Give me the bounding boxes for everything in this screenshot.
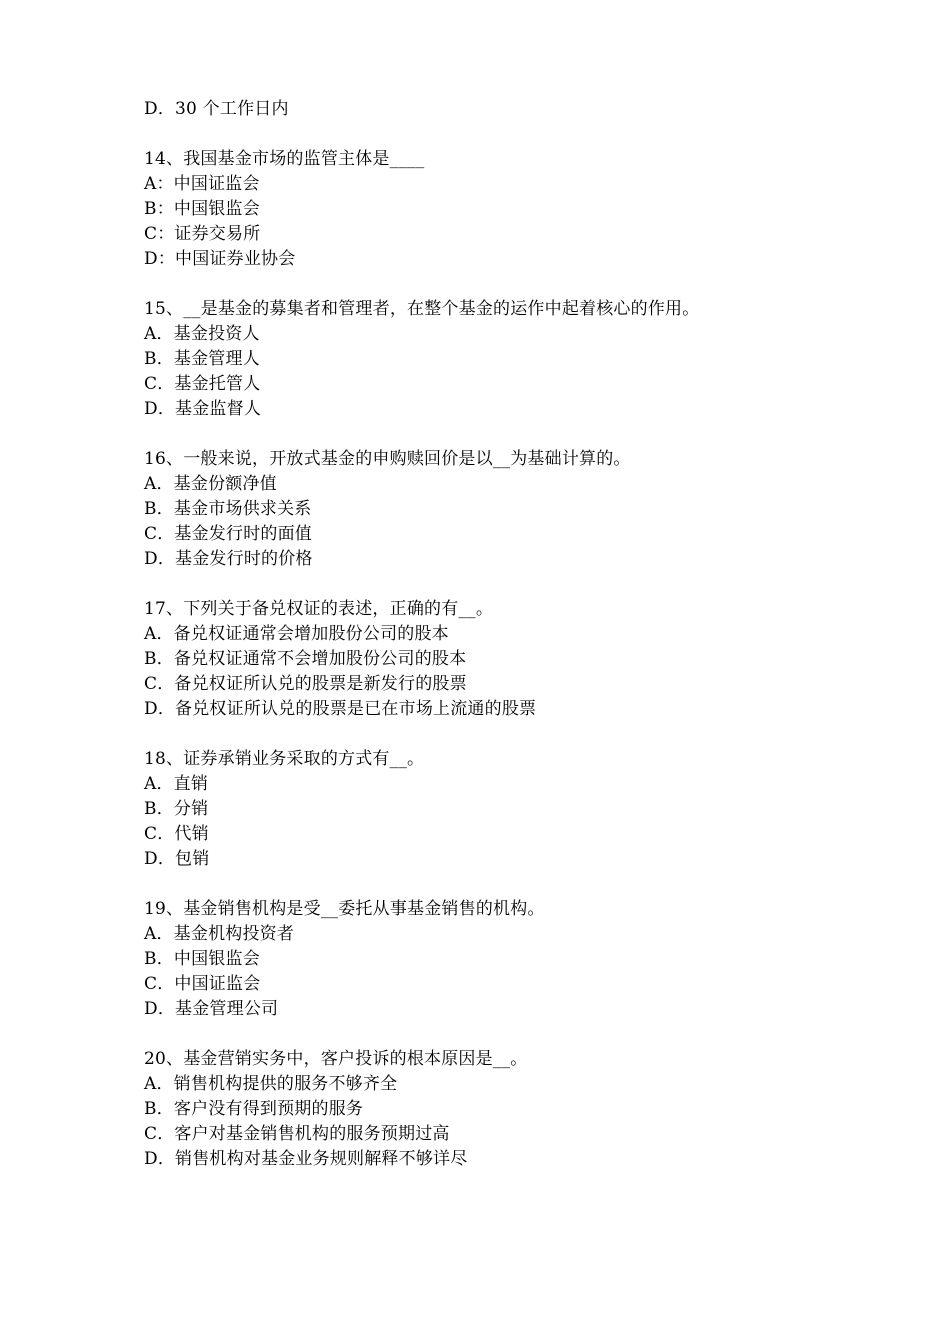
question-stem: 18、证券承销业务采取的方式有__。 xyxy=(144,749,425,769)
option-b: B．备兑权证通常不会增加股份公司的股本 xyxy=(144,649,467,669)
spacer xyxy=(144,422,844,447)
option-b: B．基金管理人 xyxy=(144,349,260,369)
question-stem: 20、基金营销实务中，客户投诉的根本原因是__。 xyxy=(144,1049,528,1069)
option-c: C．基金发行时的面值 xyxy=(144,524,313,544)
option-a: A．基金份额净值 xyxy=(144,474,277,494)
option-c: C．代销 xyxy=(144,824,209,844)
lead-option-line: D．30 个工作日内 xyxy=(144,99,289,119)
option-b: B．中国银监会 xyxy=(144,949,260,969)
option-c: C．中国证监会 xyxy=(144,974,261,994)
question-stem: 19、基金销售机构是受__委托从事基金销售的机构。 xyxy=(144,899,545,919)
option-b: B．分销 xyxy=(144,799,209,819)
option-d: D．销售机构对基金业务规则解释不够详尽 xyxy=(144,1149,468,1169)
option-a: A．基金机构投资者 xyxy=(144,924,295,944)
option-d: D．备兑权证所认兑的股票是已在市场上流通的股票 xyxy=(144,699,537,719)
option-d: D．基金监督人 xyxy=(144,399,262,419)
question-block-16 xyxy=(144,447,844,572)
option-d: D．包销 xyxy=(144,849,210,869)
option-a: A．基金投资人 xyxy=(144,324,260,344)
option-d: D：中国证券业协会 xyxy=(144,249,296,269)
option-b: B．基金市场供求关系 xyxy=(144,499,312,519)
spacer xyxy=(144,272,844,297)
question-block-20 xyxy=(144,1047,844,1172)
option-c: C．备兑权证所认兑的股票是新发行的股票 xyxy=(144,674,467,694)
question-block-14 xyxy=(144,147,844,272)
spacer xyxy=(144,722,844,747)
question-block-17 xyxy=(144,597,844,722)
question-block-15 xyxy=(144,297,844,422)
option-c: C．客户对基金销售机构的服务预期过高 xyxy=(144,1124,450,1144)
option-d: D．基金发行时的价格 xyxy=(144,549,313,569)
option-d: D．基金管理公司 xyxy=(144,999,279,1019)
option-a: A．销售机构提供的服务不够齐全 xyxy=(144,1074,398,1094)
option-b: B．客户没有得到预期的服务 xyxy=(144,1099,364,1119)
option-b: B：中国银监会 xyxy=(144,199,260,219)
spacer xyxy=(144,122,844,147)
question-stem: 15、__是基金的募集者和管理者，在整个基金的运作中起着核心的作用。 xyxy=(144,299,700,319)
spacer xyxy=(144,872,844,897)
spacer xyxy=(144,572,844,597)
question-block-18 xyxy=(144,747,844,872)
option-a: A．直销 xyxy=(144,774,209,794)
option-a: A：中国证监会 xyxy=(144,174,260,194)
question-stem: 17、下列关于备兑权证的表述，正确的有__。 xyxy=(144,599,494,619)
question-stem: 16、一般来说，开放式基金的申购赎回价是以__为基础计算的。 xyxy=(144,449,631,469)
option-a: A．备兑权证通常会增加股份公司的股本 xyxy=(144,624,449,644)
question-block-19 xyxy=(144,897,844,1022)
option-c: C：证券交易所 xyxy=(144,224,261,244)
option-c: C．基金托管人 xyxy=(144,374,261,394)
document-page xyxy=(144,97,844,1172)
question-stem: 14、我国基金市场的监管主体是____ xyxy=(144,149,425,169)
spacer xyxy=(144,1022,844,1047)
